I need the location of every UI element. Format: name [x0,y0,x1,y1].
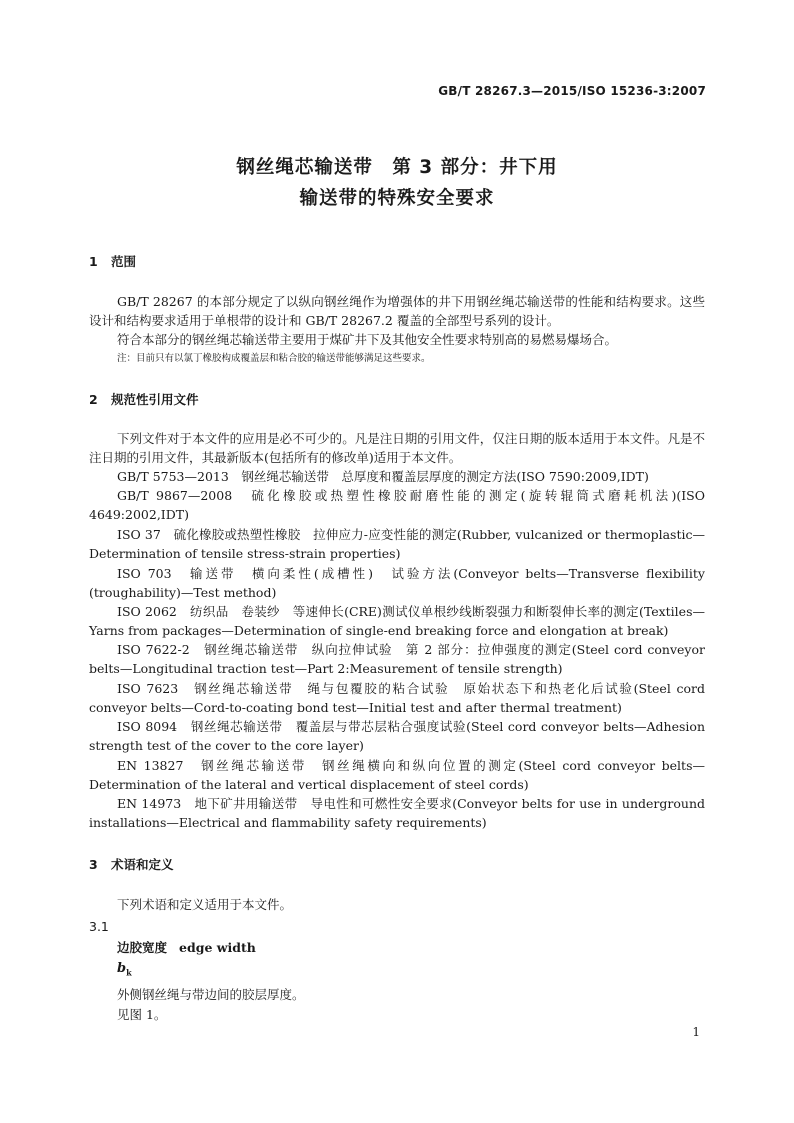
reference-item: GB/T 5753—2013 钢丝绳芯输送带 总厚度和覆盖层厚度的测定方法(ISO 7590:2009,IDT) [117,469,649,484]
section-3-heading [89,855,174,873]
references-intro: 下列文件对于本文件的应用是必不可少的。凡是注日期的引用文件，仅注日期的版本适用于本文件。凡是不注日期的引用文件，其最新版本(包括所有的修改单)适用于本文件。 [89,431,705,466]
reference-item: EN 14973 地下矿井用输送带 导电性和可燃性安全要求(Conveyor belts for use in underground installations—Electrical and flammability safety requirements) [89,796,705,831]
term-see-figure: 见图 1。 [117,1007,167,1022]
section-1-heading [89,252,136,270]
section-title: 范围 [111,254,137,269]
title-line-1: 钢丝绳芯输送带 第 3 部分：井下用 [236,157,558,178]
term-definition: 外侧钢丝绳与带边间的胶层厚度。 [117,987,305,1002]
section-title: 术语和定义 [111,857,174,872]
section-2-heading [89,390,199,408]
reference-item: ISO 7623 钢丝绳芯输送带 绳与包覆胶的粘合试验 原始状态下和热老化后试验(Steel cord conveyor belts—Cord-to-coating bond test—Initial test and after thermal treatment) [89,681,705,716]
document-title [0,152,794,214]
term-number: 3.1 [89,919,109,934]
reference-item: ISO 703 输送带 横向柔性(成槽性) 试验方法(Conveyor belts—Transverse flexibility (troughability)—Test method) [89,566,705,601]
reference-item: EN 13827 钢丝绳芯输送带 钢丝绳横向和纵向位置的测定(Steel cord conveyor belts—Determination of the lateral and vertical displacement of steel cords) [89,758,705,793]
reference-item: ISO 8094 钢丝绳芯输送带 覆盖层与带芯层粘合强度试验(Steel cord conveyor belts—Adhesion strength test of the cover to the core layer) [89,719,705,754]
reference-item: GB/T 9867—2008 硫化橡胶或热塑性橡胶耐磨性能的测定(旋转辊筒式磨耗机法)(ISO 4649:2002,IDT) [89,488,705,523]
page-number: 1 [692,1025,700,1039]
term-name-cn: 边胶宽度 [117,940,168,955]
reference-item: ISO 2062 纺织品 卷装纱 等速伸长(CRE)测试仪单根纱线断裂强力和断裂伸长率的测定(Textiles—Yarns from packages—Determination of single-end breaking force and elongation at break) [89,604,705,639]
scope-paragraph-1: GB/T 28267 的本部分规定了以纵向钢丝绳作为增强体的井下用钢丝绳芯输送带的性能和结构要求。这些设计和结构要求适用于单根带的设计和 GB/T 28267.2 覆盖的全部型号系列的设计。 [89,294,705,329]
terms-intro: 下列术语和定义适用于本文件。 [117,897,293,912]
reference-item: ISO 37 硫化橡胶或热塑性橡胶 拉伸应力-应变性能的测定(Rubber, vulcanized or thermoplastic—Determination of tensile stress-strain properties) [89,527,705,562]
standard-code: GB/T 28267.3—2015/ISO 15236-3:2007 [438,84,706,98]
scope-note: 注：目前只有以氯丁橡胶构成覆盖层和粘合胶的输送带能够满足这些要求。 [117,353,431,364]
section-number: 1 [89,254,98,269]
term-symbol [117,961,132,978]
symbol-base: b [117,961,127,976]
scope-paragraph-2: 符合本部分的钢丝绳芯输送带主要用于煤矿井下及其他安全性要求特别高的易燃易爆场合。 [117,332,618,347]
term-name [117,938,256,956]
section-number: 3 [89,857,98,872]
reference-item: ISO 7622-2 钢丝绳芯输送带 纵向拉伸试验 第 2 部分：拉伸强度的测定(Steel cord conveyor belts—Longitudinal traction test—Part 2:Measurement of tensile strength) [89,642,705,677]
symbol-subscript: k [126,967,132,978]
term-name-en: edge width [179,940,256,955]
title-line-2: 输送带的特殊安全要求 [299,188,495,209]
section-title: 规范性引用文件 [111,392,199,407]
section-number: 2 [89,392,98,407]
